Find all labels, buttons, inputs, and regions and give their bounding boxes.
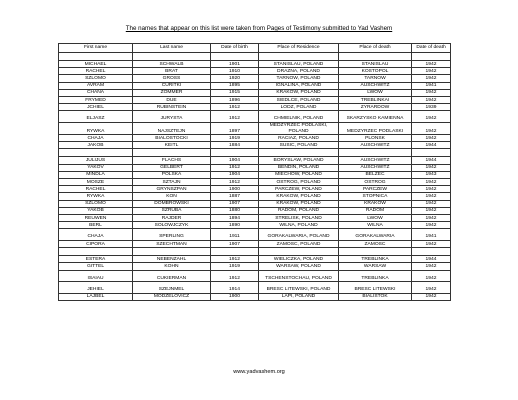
first-name-cell: LAJBEL — [59, 293, 133, 300]
birth-year-cell: 1895 — [211, 82, 259, 89]
first-name-cell: CIPORA — [59, 240, 133, 247]
last-name-cell: KOHN — [133, 263, 211, 270]
death-date-cell: 1944 — [412, 157, 451, 164]
last-name-cell: BRAT — [133, 68, 211, 75]
last-name-cell: ZOMMER — [133, 89, 211, 96]
table-row — [59, 61, 451, 68]
first-name-cell: MOSZE — [59, 179, 133, 186]
death-date-cell: 1942 — [412, 200, 451, 207]
birth-year-cell: 1912 — [211, 256, 259, 263]
empty-cell — [211, 248, 259, 256]
birth-year-cell: 1900 — [211, 186, 259, 193]
birth-year-cell: 1901 — [211, 61, 259, 68]
birth-year-cell: 1915 — [211, 89, 259, 96]
column-header-place-of-residence: Place of Residence — [259, 44, 339, 53]
column-header-date-of-birth: Date of birth — [211, 44, 259, 53]
names-table — [58, 43, 451, 301]
birth-year-cell: 1919 — [211, 263, 259, 270]
table-row — [59, 171, 451, 178]
residence-cell: ZAMOSC, POLAND — [259, 240, 339, 247]
last-name-cell: GRYNSZPAN — [133, 186, 211, 193]
death-place-cell: STANISLAU — [339, 61, 412, 68]
table-row — [59, 186, 451, 193]
first-name-cell: CHAJA — [59, 135, 133, 142]
empty-cell — [339, 53, 412, 61]
death-date-cell: 1942 — [412, 193, 451, 200]
death-place-cell: ZAMOSC — [339, 240, 412, 247]
first-name-cell: JCHIEL — [59, 104, 133, 111]
death-place-cell: AUSCHWITZ — [339, 157, 412, 164]
first-name-cell: JEHIEL — [59, 282, 133, 294]
last-name-cell: NAJSZTEJN — [133, 122, 211, 134]
death-date-cell: 1942 — [412, 186, 451, 193]
table-body — [59, 53, 451, 301]
first-name-cell: GITTEL — [59, 263, 133, 270]
last-name-cell: SCHWALB — [133, 61, 211, 68]
residence-cell: WARSAW, POLAND — [259, 263, 339, 270]
death-place-cell: KRAKOW — [339, 200, 412, 207]
residence-cell: IGNALINA, POLAND — [259, 82, 339, 89]
residence-cell: STRELISK, POLAND — [259, 214, 339, 221]
table-spacer-row — [59, 53, 451, 61]
death-place-cell: TREBLINKA — [339, 256, 412, 263]
residence-cell: WIELICZKA, POLAND — [259, 256, 339, 263]
residence-cell: BENDIN, POLAND — [259, 164, 339, 171]
residence-cell: RACIAZ, POLAND — [259, 135, 339, 142]
birth-year-cell: 1920 — [211, 75, 259, 82]
death-place-cell: TARNOW — [339, 75, 412, 82]
birth-year-cell: 1912 — [211, 111, 259, 123]
death-place-cell: AUSCHWITZ — [339, 82, 412, 89]
death-date-cell: 1942 — [412, 270, 451, 282]
first-name-cell: MICHAEL — [59, 61, 133, 68]
first-name-cell: YAKOB — [59, 207, 133, 214]
empty-cell — [412, 149, 451, 157]
table-row — [59, 157, 451, 164]
first-name-cell: RYWKA — [59, 193, 133, 200]
table-row — [59, 270, 451, 282]
birth-year-cell: 1912 — [211, 270, 259, 282]
first-name-cell: CHAJA — [59, 229, 133, 241]
death-date-cell: 1939 — [412, 104, 451, 111]
empty-cell — [412, 53, 451, 61]
residence-cell: WILNA, POLAND — [259, 222, 339, 229]
death-place-cell: OSTROG — [339, 179, 412, 186]
death-place-cell: WILNA — [339, 222, 412, 229]
first-name-cell: YAKOV — [59, 164, 133, 171]
last-name-cell: RUBINSTEIN — [133, 104, 211, 111]
last-name-cell: FLACHS — [133, 157, 211, 164]
residence-cell: CHMIELNIK, POLAND — [259, 111, 339, 123]
residence-cell: KRAKOW, POLAND — [259, 200, 339, 207]
birth-year-cell: 1890 — [211, 222, 259, 229]
first-name-cell: RYWKA — [59, 122, 133, 134]
death-place-cell: WARSAW — [339, 263, 412, 270]
last-name-cell: CUKIERMAN — [133, 270, 211, 282]
empty-cell — [133, 248, 211, 256]
birth-year-cell: 1912 — [211, 164, 259, 171]
death-date-cell: 1942 — [412, 293, 451, 300]
residence-cell: DRAZNA, POLAND — [259, 68, 339, 75]
table-row — [59, 122, 451, 134]
first-name-cell: SZLOMO — [59, 200, 133, 207]
last-name-cell: SZECHTMAN — [133, 240, 211, 247]
death-date-cell: 1941 — [412, 82, 451, 89]
death-place-cell: LWOW — [339, 214, 412, 221]
death-date-cell: 1942 — [412, 89, 451, 96]
death-date-cell: 1942 — [412, 282, 451, 294]
residence-cell: BRESC LITEWSKI, POLAND — [259, 282, 339, 294]
table-row — [59, 75, 451, 82]
first-name-cell: AVRAM — [59, 82, 133, 89]
birth-year-cell: 1910 — [211, 68, 259, 75]
birth-year-cell: 1884 — [211, 142, 259, 149]
table-row — [59, 96, 451, 103]
empty-cell — [211, 53, 259, 61]
table-row — [59, 200, 451, 207]
table-header-row — [59, 44, 451, 53]
table-row — [59, 193, 451, 200]
footer-url: www.yadvashem.org — [233, 369, 285, 375]
death-place-cell: BELZEC — [339, 171, 412, 178]
table-spacer-row — [59, 149, 451, 157]
residence-cell: BORYSLAW, POLAND — [259, 157, 339, 164]
death-date-cell: 1942 — [412, 135, 451, 142]
empty-cell — [133, 149, 211, 157]
column-header-last-name: Last name — [133, 44, 211, 53]
death-date-cell: 1942 — [412, 207, 451, 214]
death-place-cell: BIALISTOK — [339, 293, 412, 300]
death-date-cell: 1942 — [412, 240, 451, 247]
death-place-cell: PARCZEW — [339, 186, 412, 193]
table-row — [59, 222, 451, 229]
residence-cell: MIECHOW, POLAND — [259, 171, 339, 178]
birth-year-cell: 1912 — [211, 104, 259, 111]
death-place-cell: SKARZYSKO KAMIENNA — [339, 111, 412, 123]
residence-cell: LODZ, POLAND — [259, 104, 339, 111]
death-date-cell: 1942 — [412, 214, 451, 221]
table-row — [59, 293, 451, 300]
last-name-cell: DUE — [133, 96, 211, 103]
death-date-cell: 1944 — [412, 142, 451, 149]
first-name-cell: ELJASZ — [59, 111, 133, 123]
column-header-place-of-death: Place of death — [339, 44, 412, 53]
birth-year-cell: 1919 — [211, 135, 259, 142]
birth-year-cell: 1904 — [211, 171, 259, 178]
birth-year-cell: 1900 — [211, 293, 259, 300]
first-name-cell: ESTERA — [59, 256, 133, 263]
first-name-cell: JAKOB — [59, 142, 133, 149]
death-place-cell: TREBLINKA — [339, 270, 412, 282]
residence-cell: GORAKALWARIA, POLAND — [259, 229, 339, 241]
table-row — [59, 111, 451, 123]
column-header-date-of-death: Date of death — [412, 44, 451, 53]
table-row — [59, 256, 451, 263]
first-name-cell: JULIJUS — [59, 157, 133, 164]
empty-cell — [339, 248, 412, 256]
last-name-cell: BIALOSTOCKI — [133, 135, 211, 142]
last-name-cell: CURITKI — [133, 82, 211, 89]
last-name-cell: DOMBROWSKI — [133, 200, 211, 207]
birth-year-cell: 1896 — [211, 96, 259, 103]
residence-cell: STANISLAU, POLAND — [259, 61, 339, 68]
residence-cell: KRAKOW, POLAND — [259, 193, 339, 200]
death-place-cell: TREBLINKAI — [339, 96, 412, 103]
table-row — [59, 142, 451, 149]
last-name-cell: GROSS — [133, 75, 211, 82]
table-row — [59, 104, 451, 111]
empty-cell — [211, 149, 259, 157]
residence-cell: MEDZYRZEC PODLASKI, POLAND — [259, 122, 339, 134]
birth-year-cell: 1897 — [211, 122, 259, 134]
table-row — [59, 89, 451, 96]
empty-cell — [59, 149, 133, 157]
last-name-cell: SZEJNMEL — [133, 282, 211, 294]
table-row — [59, 68, 451, 75]
table-row — [59, 82, 451, 89]
last-name-cell: RAJDER — [133, 214, 211, 221]
death-place-cell: BRESC LITEWSKI — [339, 282, 412, 294]
first-name-cell: SZLOMO — [59, 75, 133, 82]
first-name-cell: RACHEL — [59, 186, 133, 193]
empty-cell — [59, 53, 133, 61]
death-place-cell: MEDZYRZEC PODLASKI — [339, 122, 412, 134]
last-name-cell: SZRUBA — [133, 207, 211, 214]
death-date-cell: 1942 — [412, 68, 451, 75]
death-date-cell: 1942 — [412, 96, 451, 103]
death-date-cell: 1942 — [412, 263, 451, 270]
last-name-cell: JURYSTA — [133, 111, 211, 123]
death-date-cell: 1942 — [412, 164, 451, 171]
death-date-cell: 1942 — [412, 222, 451, 229]
death-place-cell: AUSCHWITZ — [339, 142, 412, 149]
death-place-cell: KOSTOPOL — [339, 68, 412, 75]
birth-year-cell: 1904 — [211, 157, 259, 164]
last-name-cell: NEBENZAHL — [133, 256, 211, 263]
first-name-cell: CHANA — [59, 89, 133, 96]
first-name-cell: MINDLA — [59, 171, 133, 178]
residence-cell: KRAKOW, POLAND — [259, 89, 339, 96]
death-place-cell: PLONSK — [339, 135, 412, 142]
last-name-cell: MODZELOVICZ — [133, 293, 211, 300]
first-name-cell: BERL — [59, 222, 133, 229]
first-name-cell: FRYMED — [59, 96, 133, 103]
birth-year-cell: 1914 — [211, 282, 259, 294]
birth-year-cell: 1887 — [211, 193, 259, 200]
table-row — [59, 135, 451, 142]
residence-cell: TSCHENSTOCHAU, POLAND — [259, 270, 339, 282]
last-name-cell: POLSKA — [133, 171, 211, 178]
first-name-cell: REUWEN — [59, 214, 133, 221]
residence-cell: LAPI, POLAND — [259, 293, 339, 300]
birth-year-cell: 1912 — [211, 179, 259, 186]
last-name-cell: SOLOWJCZYK — [133, 222, 211, 229]
first-name-cell: RACHEL — [59, 68, 133, 75]
birth-year-cell: 1880 — [211, 207, 259, 214]
death-place-cell: AUSCHWITZ — [339, 164, 412, 171]
death-date-cell: 1944 — [412, 256, 451, 263]
last-name-cell: SZTAJN — [133, 179, 211, 186]
table-row — [59, 229, 451, 241]
empty-cell — [259, 248, 339, 256]
death-place-cell: LWOW — [339, 89, 412, 96]
birth-year-cell: 1907 — [211, 200, 259, 207]
table-row — [59, 207, 451, 214]
death-date-cell: 1942 — [412, 122, 451, 134]
death-place-cell: GORAKALWARIA — [339, 229, 412, 241]
empty-cell — [59, 248, 133, 256]
death-date-cell: 1943 — [412, 171, 451, 178]
death-place-cell: RADOM — [339, 207, 412, 214]
residence-cell: PARCZEW, POLAND — [259, 186, 339, 193]
first-name-cell: ISAIAU — [59, 270, 133, 282]
death-place-cell: ZYRARDOW — [339, 104, 412, 111]
column-header-first-name: First name — [59, 44, 133, 53]
empty-cell — [133, 53, 211, 61]
last-name-cell: KON — [133, 193, 211, 200]
table-row — [59, 282, 451, 294]
birth-year-cell: 1911 — [211, 229, 259, 241]
residence-cell: OSTROG, POLAND — [259, 179, 339, 186]
death-date-cell: 1941 — [412, 229, 451, 241]
table-row — [59, 240, 451, 247]
empty-cell — [259, 53, 339, 61]
death-date-cell: 1942 — [412, 75, 451, 82]
table-row — [59, 214, 451, 221]
death-place-cell: STOPNICA — [339, 193, 412, 200]
last-name-cell: KEITL — [133, 142, 211, 149]
death-date-cell: 1942 — [412, 61, 451, 68]
empty-cell — [412, 248, 451, 256]
empty-cell — [259, 149, 339, 157]
birth-year-cell: 1894 — [211, 214, 259, 221]
table-spacer-row — [59, 248, 451, 256]
residence-cell: SIEDLCE, POLAND — [259, 96, 339, 103]
table-row — [59, 164, 451, 171]
death-date-cell: 1942 — [412, 179, 451, 186]
birth-year-cell: 1907 — [211, 240, 259, 247]
last-name-cell: GELBERT — [133, 164, 211, 171]
residence-cell: RADOM, POLAND — [259, 207, 339, 214]
empty-cell — [339, 149, 412, 157]
residence-cell: SUSIC, POLAND — [259, 142, 339, 149]
table-row — [59, 179, 451, 186]
table-row — [59, 263, 451, 270]
last-name-cell: SPERLING — [133, 229, 211, 241]
document-title: The names that appear on this list were taken from Pages of Testimony submitted to Yad Vashem — [125, 25, 393, 32]
death-date-cell: 1942 — [412, 111, 451, 123]
residence-cell: TARNOW, POLAND — [259, 75, 339, 82]
